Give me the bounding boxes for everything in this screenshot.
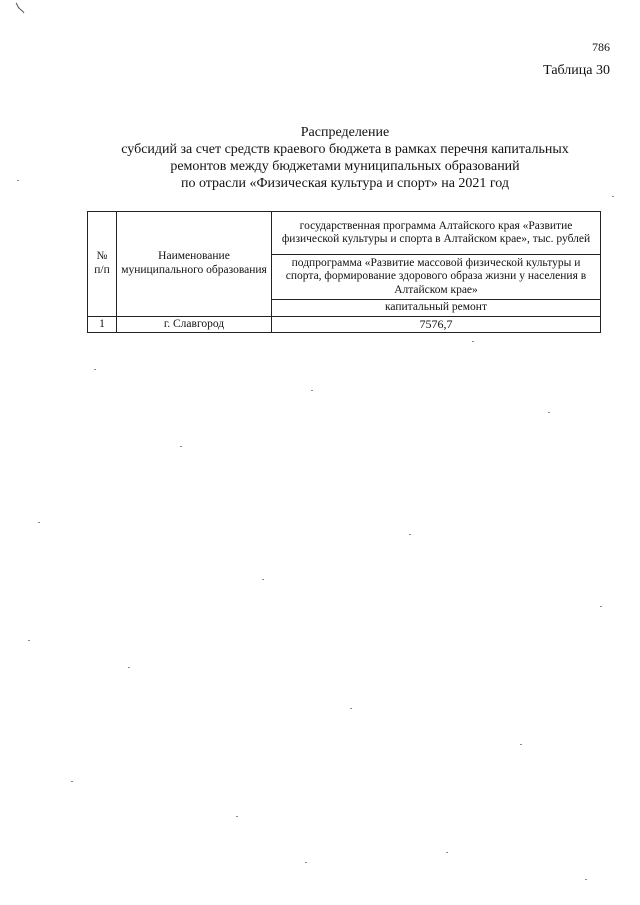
row-municipality: г. Славгород bbox=[117, 316, 272, 333]
page-number: 786 bbox=[592, 40, 610, 54]
header-municipality: Наименование муниципального образования bbox=[117, 212, 272, 317]
header-number: № п/п bbox=[88, 212, 117, 317]
header-subprogram: подпрограмма «Развитие массовой физической культуры и спорта, формирование здорового образа жизни у населения в Алтайском крае» bbox=[272, 255, 601, 300]
row-value: 7576,7 bbox=[272, 316, 601, 333]
row-number: 1 bbox=[88, 316, 117, 333]
title-line: субсидий за счет средств краевого бюджета в рамках перечня капитальных bbox=[121, 142, 569, 157]
table-row bbox=[88, 316, 601, 333]
table-label: Таблица 30 bbox=[543, 63, 610, 78]
scan-mark-icon bbox=[14, 2, 26, 14]
title-line: Распределение bbox=[300, 125, 390, 140]
document-title bbox=[85, 124, 605, 192]
header-capital-repair: капитальный ремонт bbox=[272, 300, 601, 317]
table-header-row bbox=[88, 212, 601, 255]
title-line: ремонтов между бюджетами муниципальных образований bbox=[170, 159, 520, 174]
subsidy-table bbox=[87, 211, 601, 333]
title-line: по отрасли «Физическая культура и спорт» на 2021 год bbox=[180, 176, 510, 191]
header-program: государственная программа Алтайского края «Развитие физической культуры и спорта в Алтайском крае», тыс. рублей bbox=[272, 212, 601, 255]
